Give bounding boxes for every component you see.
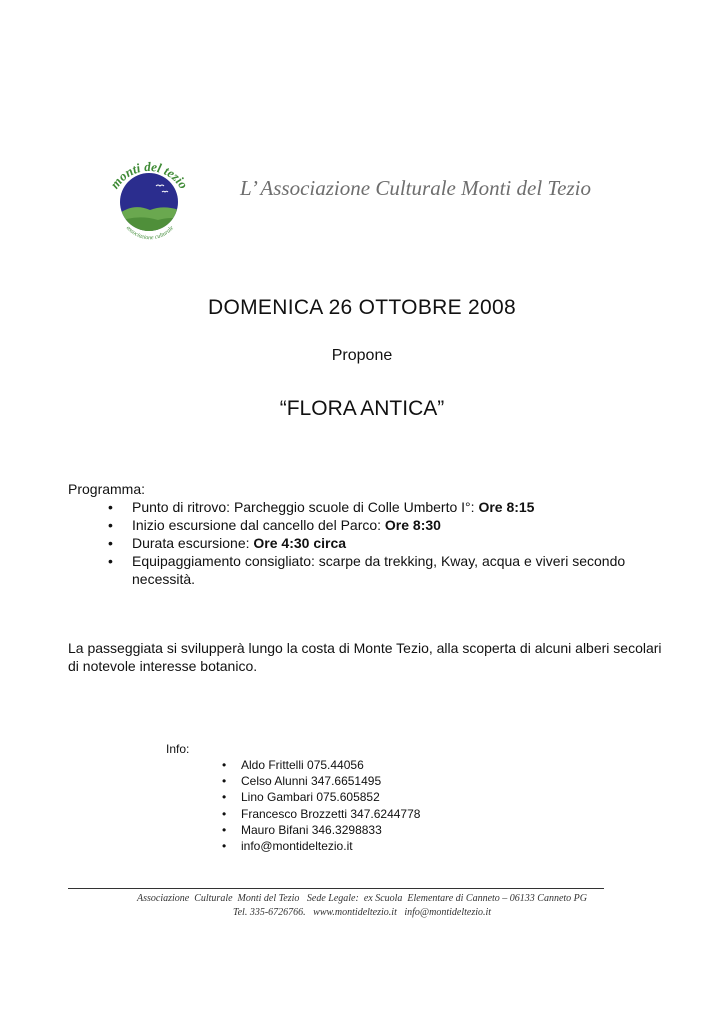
contact-item: • Aldo Frittelli 075.44056 — [222, 757, 420, 773]
program-item: • Punto di ritrovo: Parcheggio scuole di Colle Umberto I°: Ore 8:15 — [108, 498, 668, 516]
program-item: • Inizio escursione dal cancello del Parco: Ore 8:30 — [108, 516, 668, 534]
logo-title-text: monti del tezio — [106, 158, 192, 192]
program-item: • Equipaggiamento consigliato: scarpe da trekking, Kway, acqua e viveri secondo necessità. — [108, 552, 668, 588]
program-label: Programma: — [68, 481, 146, 497]
info-contact-list — [222, 757, 420, 854]
contact-item: • Lino Gambari 075.605852 — [222, 789, 420, 805]
program-list — [108, 498, 668, 588]
association-title: L’ Associazione Culturale Monti del Tezio — [240, 176, 591, 200]
event-date: DOMENICA 26 OTTOBRE 2008 — [208, 296, 516, 319]
bird-icon — [162, 191, 168, 192]
footer-address: Associazione Culturale Monti del Tezio Sede Legale: ex Scuola Elementare di Canneto – 06133 Canneto PG — [136, 893, 588, 904]
footer-contacts: Tel. 335-6726766. www.montideltezio.it info@montideltezio.it — [232, 907, 492, 918]
event-name: “FLORA ANTICA” — [279, 397, 445, 420]
contact-item: • Francesco Brozzetti 347.6244778 — [222, 806, 420, 822]
contact-item: • Celso Alunni 347.6651495 — [222, 773, 420, 789]
event-description: La passeggiata si svilupperà lungo la costa di Monte Tezio, alla scoperta di alcuni alberi secolari di notevole interesse botanico. — [68, 640, 662, 674]
contact-email: • info@montideltezio.it — [222, 838, 420, 854]
association-logo — [98, 150, 200, 250]
propone-label: Propone — [331, 347, 393, 364]
logo-subtitle-text: associazione culturale — [124, 225, 176, 242]
program-item: • Durata escursione: Ore 4:30 circa — [108, 534, 668, 552]
info-label: Info: — [166, 742, 190, 756]
footer-divider — [68, 888, 604, 889]
contact-item: • Mauro Bifani 346.3298833 — [222, 822, 420, 838]
